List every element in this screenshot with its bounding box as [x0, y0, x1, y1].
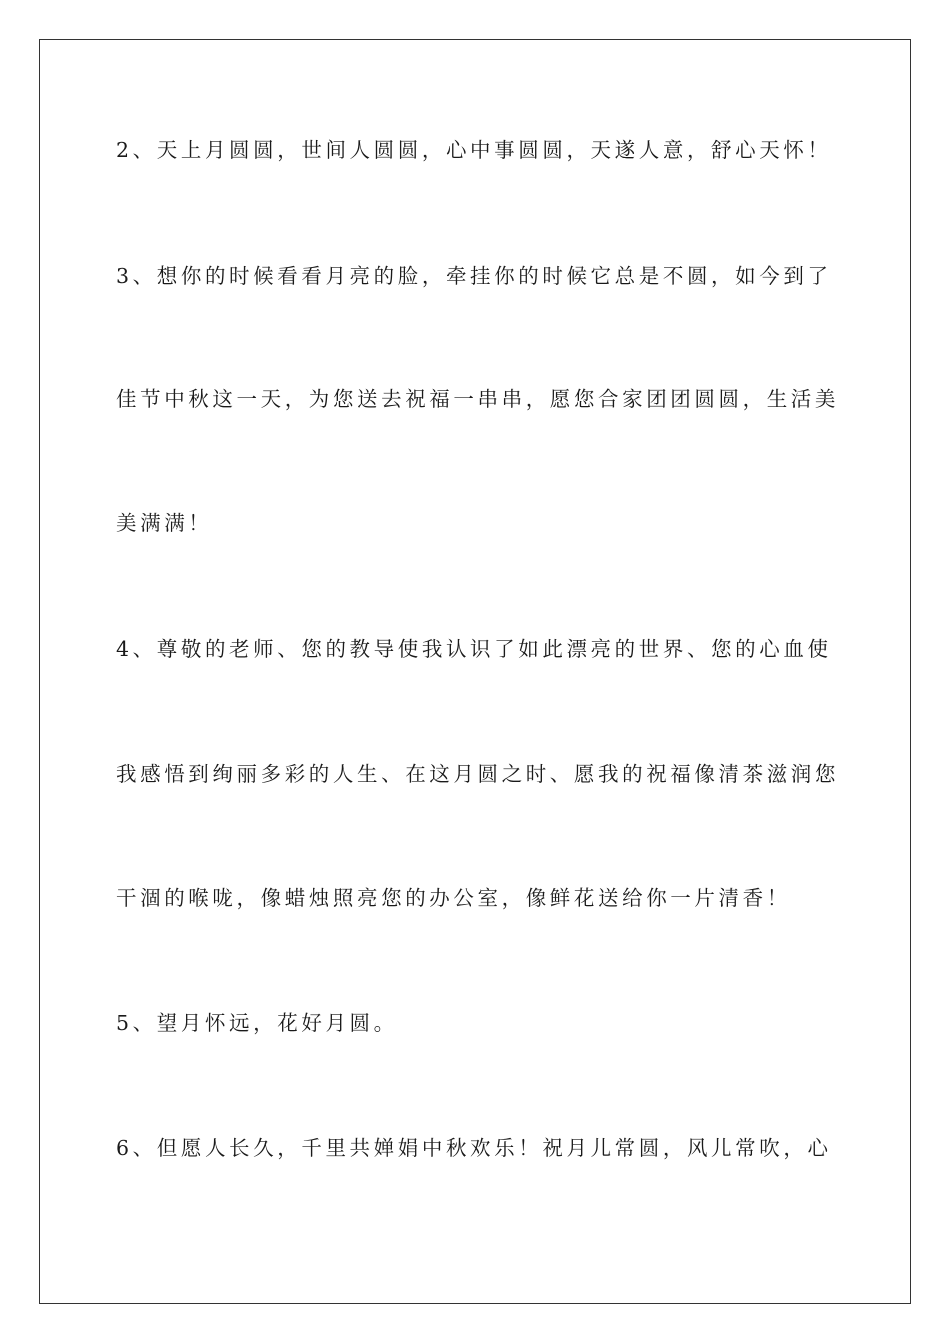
- paragraph-line: 美满满！: [116, 511, 213, 535]
- paragraph-line: 佳节中秋这一天，为您送去祝福一串串，愿您合家团团圆圆，生活美: [116, 387, 839, 411]
- paragraph-line: 4、尊敬的老师、您的教导使我认识了如此漂亮的世界、您的心血使: [116, 637, 832, 661]
- paragraph-line: 我感悟到绚丽多彩的人生、在这月圆之时、愿我的祝福像清茶滋润您: [116, 762, 839, 786]
- paragraph-line: 干涸的喉咙，像蜡烛照亮您的办公室，像鲜花送给你一片清香！: [116, 886, 791, 910]
- paragraph-line: 3、想你的时候看看月亮的脸，牵挂你的时候它总是不圆，如今到了: [116, 264, 832, 288]
- paragraph-line: 6、但愿人长久，千里共婵娟中秋欢乐！祝月儿常圆，风儿常吹，心: [116, 1136, 832, 1160]
- paragraph-line: 5、望月怀远，花好月圆。: [116, 1011, 398, 1035]
- paragraph-line: 2、天上月圆圆，世间人圆圆，心中事圆圆，天遂人意，舒心天怀！: [116, 138, 832, 162]
- page-border: [39, 39, 911, 1304]
